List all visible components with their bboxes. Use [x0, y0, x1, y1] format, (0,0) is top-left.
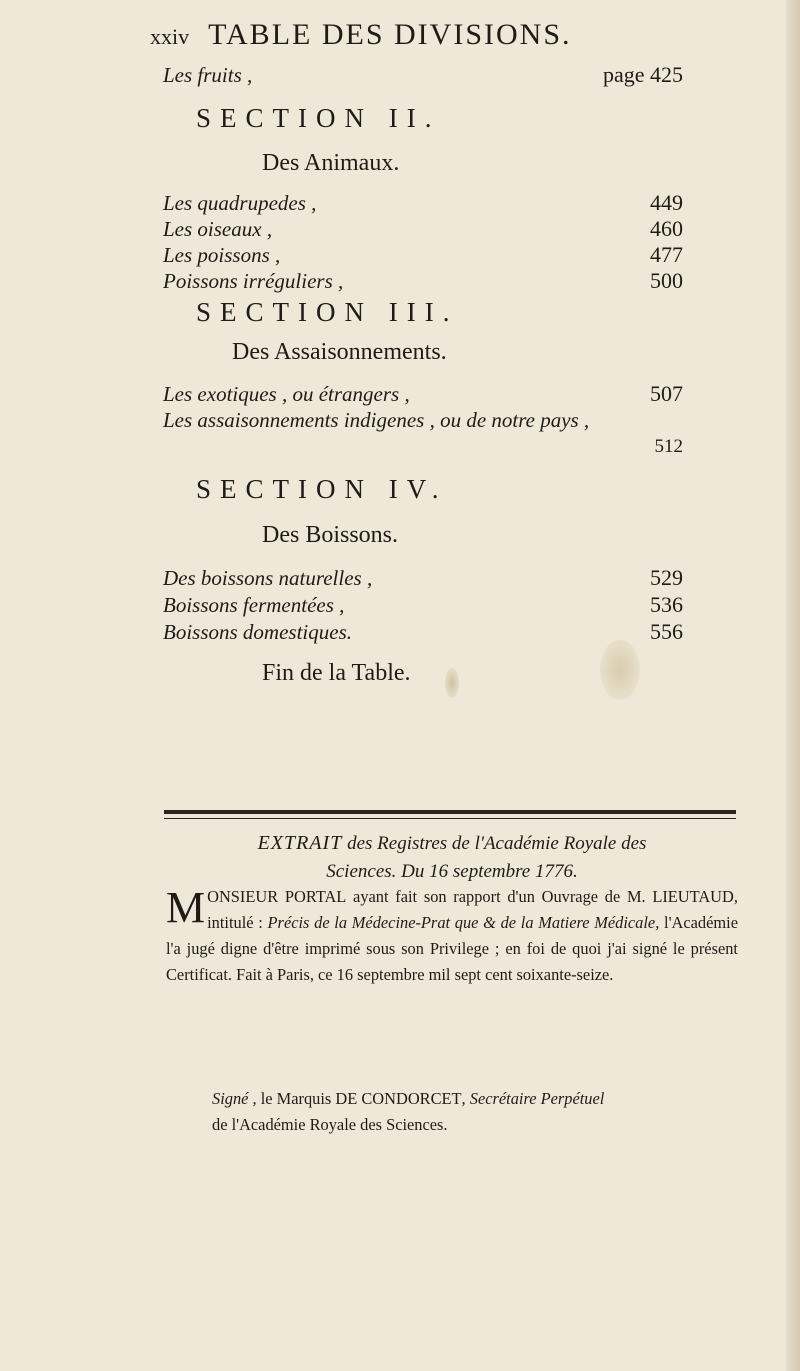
- signer-institution: de l'Académie Royale des Sciences.: [212, 1115, 448, 1134]
- entry-label: Les fruits ,: [163, 63, 253, 87]
- toc-entry: [163, 216, 683, 242]
- section-subtitle: Des Animaux.: [262, 150, 400, 176]
- end-of-table: Fin de la Table.: [262, 660, 411, 686]
- entry-label: Les oiseaux ,: [163, 217, 273, 241]
- entry-page: 536: [650, 592, 683, 617]
- toc-entry: [163, 565, 683, 591]
- entry-label: Les exotiques , ou étrangers ,: [163, 382, 410, 406]
- name-lieutaud: LIEUTAUD: [652, 887, 734, 906]
- toc-entry-page-line: [163, 436, 683, 458]
- para-text: , intitulé :: [207, 887, 738, 932]
- extrait-title: [166, 829, 738, 886]
- section-heading: SECTION III.: [196, 297, 459, 327]
- signe-label: Signé ,: [212, 1089, 257, 1108]
- entry-label: Les assaisonnements indigenes , ou de notre pays ,: [163, 408, 590, 432]
- toc-entry-wrapped: [163, 408, 708, 433]
- toc-entry: [163, 619, 683, 645]
- entry-page: 556: [650, 619, 683, 644]
- running-header: [150, 18, 572, 52]
- entry-page: page 425: [602, 62, 683, 87]
- thick-rule: [164, 810, 736, 814]
- entry-page: 477: [650, 242, 683, 267]
- entry-page: 460: [650, 216, 683, 241]
- entry-page: 529: [650, 565, 683, 590]
- certificate-paragraph: [166, 884, 738, 988]
- header-title: TABLE DES DIVISIONS.: [208, 18, 572, 51]
- signer-role: , Secrétaire Perpétuel: [461, 1089, 605, 1108]
- drop-cap: M: [166, 883, 206, 932]
- entry-page: 500: [650, 268, 683, 293]
- entry-label: Les quadrupedes ,: [163, 191, 317, 215]
- toc-entry: [163, 268, 683, 294]
- work-title: Précis de la Médecine-Prat que & de la Matiere Médicale,: [267, 913, 660, 932]
- entry-label: Des boissons naturelles ,: [163, 566, 373, 590]
- toc-entry: [163, 62, 683, 88]
- folio-number: xxiv: [150, 24, 190, 49]
- signer-name: CONDORCET: [361, 1089, 462, 1108]
- toc-entry: [163, 242, 683, 268]
- page-edge: [786, 0, 800, 1371]
- extrait-lead: EXTRAIT: [257, 832, 343, 854]
- para-text: ayant fait son rapport d'un Ouvrage de M.: [353, 887, 646, 906]
- paper-stain: [600, 640, 640, 700]
- section-subtitle: Des Boissons.: [262, 522, 399, 548]
- extrait-title-rest: des Registres de l'Académie Royale des: [347, 833, 647, 854]
- name-portal: PORTAL: [284, 887, 347, 906]
- signature-block: [212, 1086, 752, 1138]
- section-heading: SECTION II.: [196, 103, 441, 133]
- extrait-title-line2: Sciences. Du 16 septembre 1776.: [326, 861, 578, 882]
- entry-page: 512: [654, 436, 683, 457]
- entry-label: Poissons irréguliers ,: [163, 269, 344, 293]
- toc-entry: [163, 190, 683, 216]
- signer-title: le Marquis: [260, 1089, 332, 1108]
- salutation: ONSIEUR: [207, 887, 279, 906]
- section-subtitle: Des Assaisonnements.: [232, 339, 447, 365]
- entry-page: 449: [650, 190, 683, 215]
- section-heading: SECTION IV.: [196, 474, 448, 504]
- entry-label: Boissons domestiques.: [163, 620, 352, 644]
- particle-de: DE: [335, 1089, 358, 1108]
- paper-stain: [445, 668, 459, 698]
- entry-page: 507: [650, 381, 683, 406]
- para-text: l'Académie l'a jugé digne d'être imprimé sous son Privilege ; en foi de quoi j'ai signé le présent Certificat. Fait à Paris, ce 16 septembre mil sept cent soixante-seize.: [166, 913, 738, 984]
- toc-entry: [163, 381, 683, 407]
- thin-rule: [164, 818, 736, 819]
- entry-label: Les poissons ,: [163, 243, 281, 267]
- entry-label: Boissons fermentées ,: [163, 593, 345, 617]
- toc-entry: [163, 592, 683, 618]
